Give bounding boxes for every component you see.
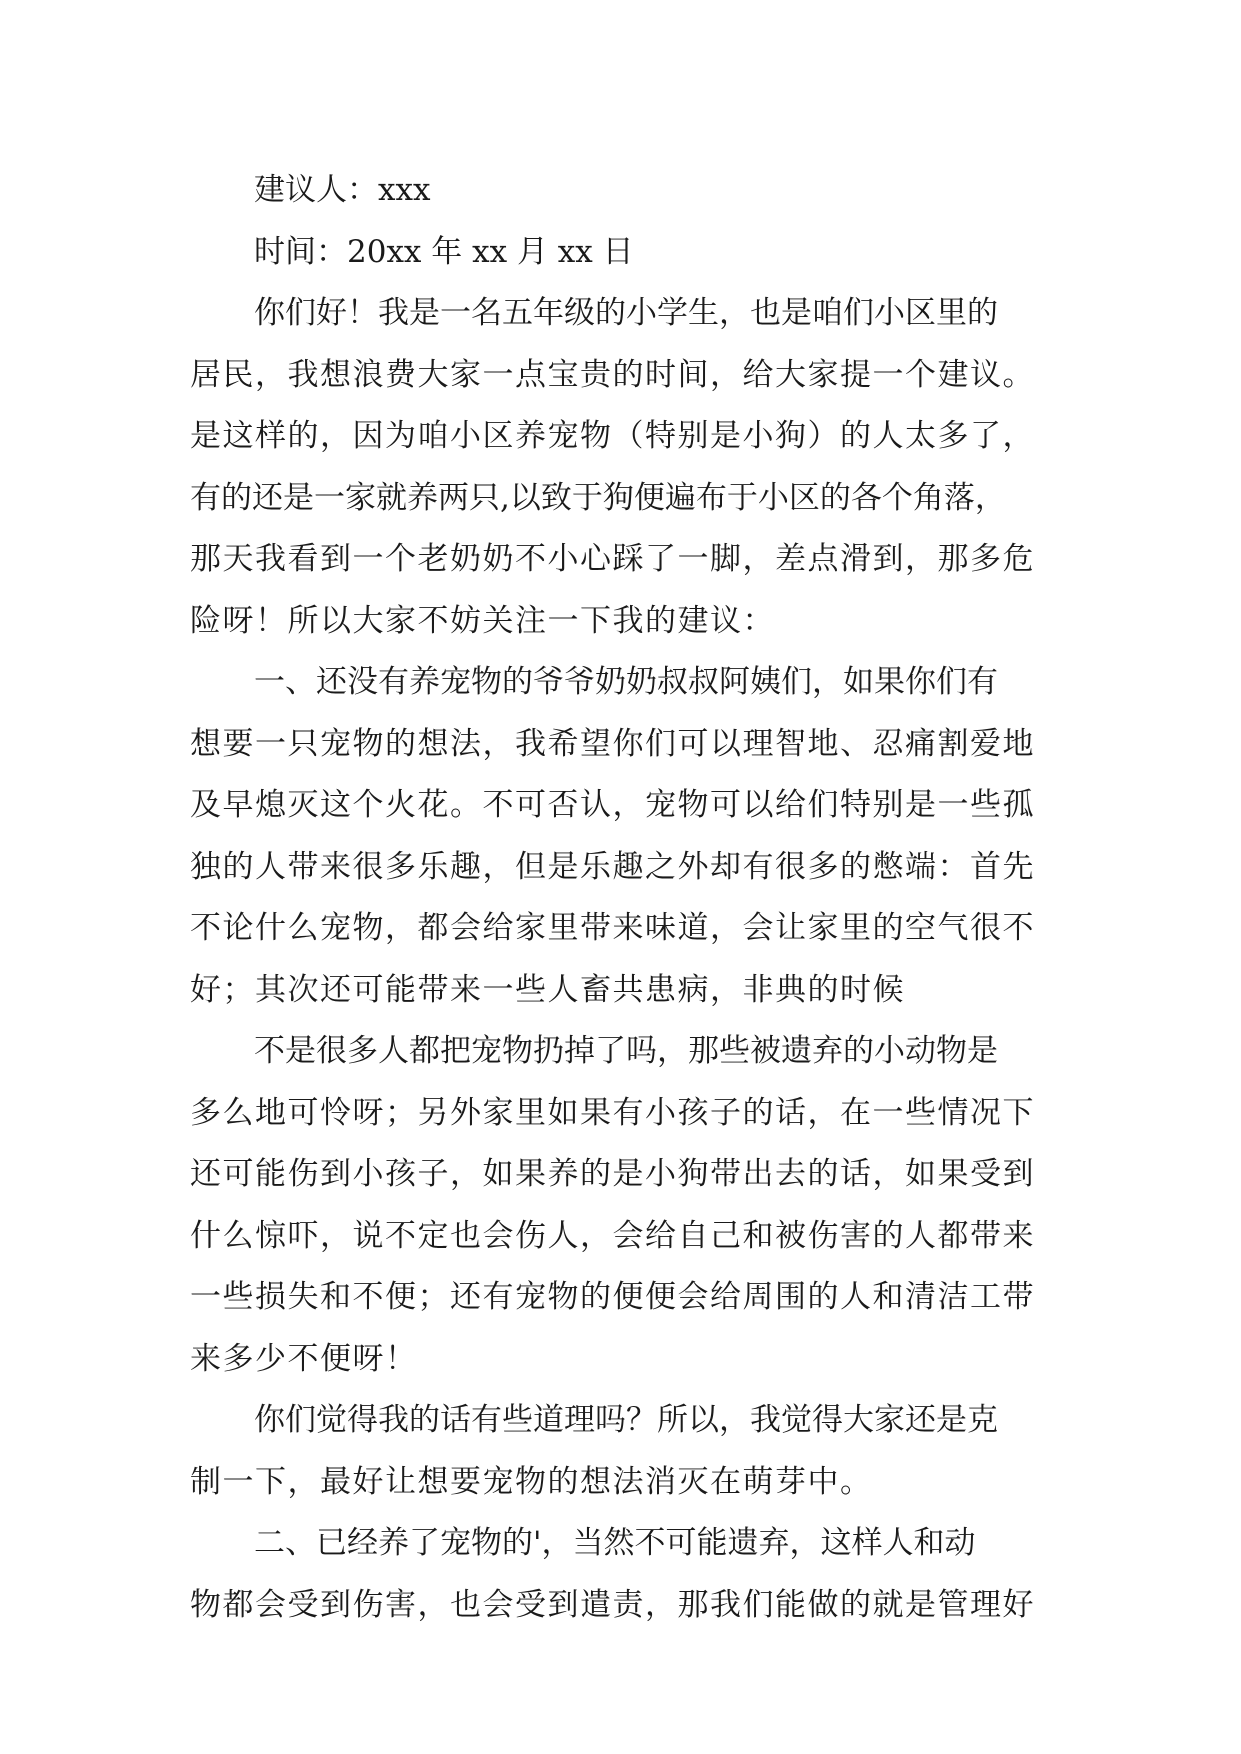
date-line: 时间：20xx 年 xx 月 xx 日	[254, 233, 634, 270]
text-line: 好；其次还可能带来一些人畜共患病，非典的时候	[190, 971, 905, 1008]
text-line: 不是很多人都把宠物扔掉了吗，那些被遗弃的小动物是	[254, 1033, 998, 1069]
document-body	[190, 160, 1050, 1636]
proposer-line: 建议人：xxx	[254, 172, 431, 208]
text-line: 二、已经养了宠物的'，当然不可能遗弃，这样人和动	[254, 1525, 976, 1561]
text-line: 险呀！所以大家不妨关注一下我的建议：	[190, 602, 775, 639]
text-line: 一些损失和不便；还有宠物的便便会给周围的人和清洁工带	[190, 1279, 1035, 1315]
text-line: 有的还是一家就养两只,以致于狗便遍布于小区的各个角落，	[190, 479, 1006, 516]
text-line: 物都会受到伤害，也会受到遣责，那我们能做的就是管理好	[190, 1586, 1035, 1623]
text-line: 制一下，最好让想要宠物的想法消灭在萌芽中。	[190, 1463, 873, 1500]
text-line: 不论什么宠物，都会给家里带来味道，会让家里的空气很不	[190, 910, 1035, 946]
text-line: 及早熄灭这个火花。不可否认，宠物可以给们特别是一些孤	[190, 787, 1035, 823]
text-line: 多么地可怜呀；另外家里如果有小孩子的话，在一些情况下	[190, 1094, 1035, 1131]
text-line: 是这样的，因为咱小区养宠物（特别是小狗）的人太多了，	[190, 418, 1035, 454]
text-line: 来多少不便呀！	[190, 1340, 418, 1377]
text-line: 还可能伤到小孩子，如果养的是小狗带出去的话，如果受到	[190, 1156, 1035, 1192]
text-line: 你们觉得我的话有些道理吗？所以，我觉得大家还是克	[254, 1402, 998, 1438]
text-line: 居民，我想浪费大家一点宝贵的时间，给大家提一个建议。	[190, 356, 1035, 393]
text-line: 独的人带来很多乐趣，但是乐趣之外却有很多的憋端：首先	[190, 848, 1035, 885]
text-line: 一、还没有养宠物的爷爷奶奶叔叔阿姨们，如果你们有	[254, 664, 998, 700]
text-line: 那天我看到一个老奶奶不小心踩了一脚，差点滑到，那多危	[190, 541, 1035, 577]
text-line: 想要一只宠物的想法，我希望你们可以理智地、忍痛割爱地	[190, 725, 1035, 762]
text-line: 什么惊吓，说不定也会伤人，会给自己和被伤害的人都带来	[190, 1217, 1035, 1254]
text-line: 你们好！我是一名五年级的小学生，也是咱们小区里的	[254, 295, 998, 331]
